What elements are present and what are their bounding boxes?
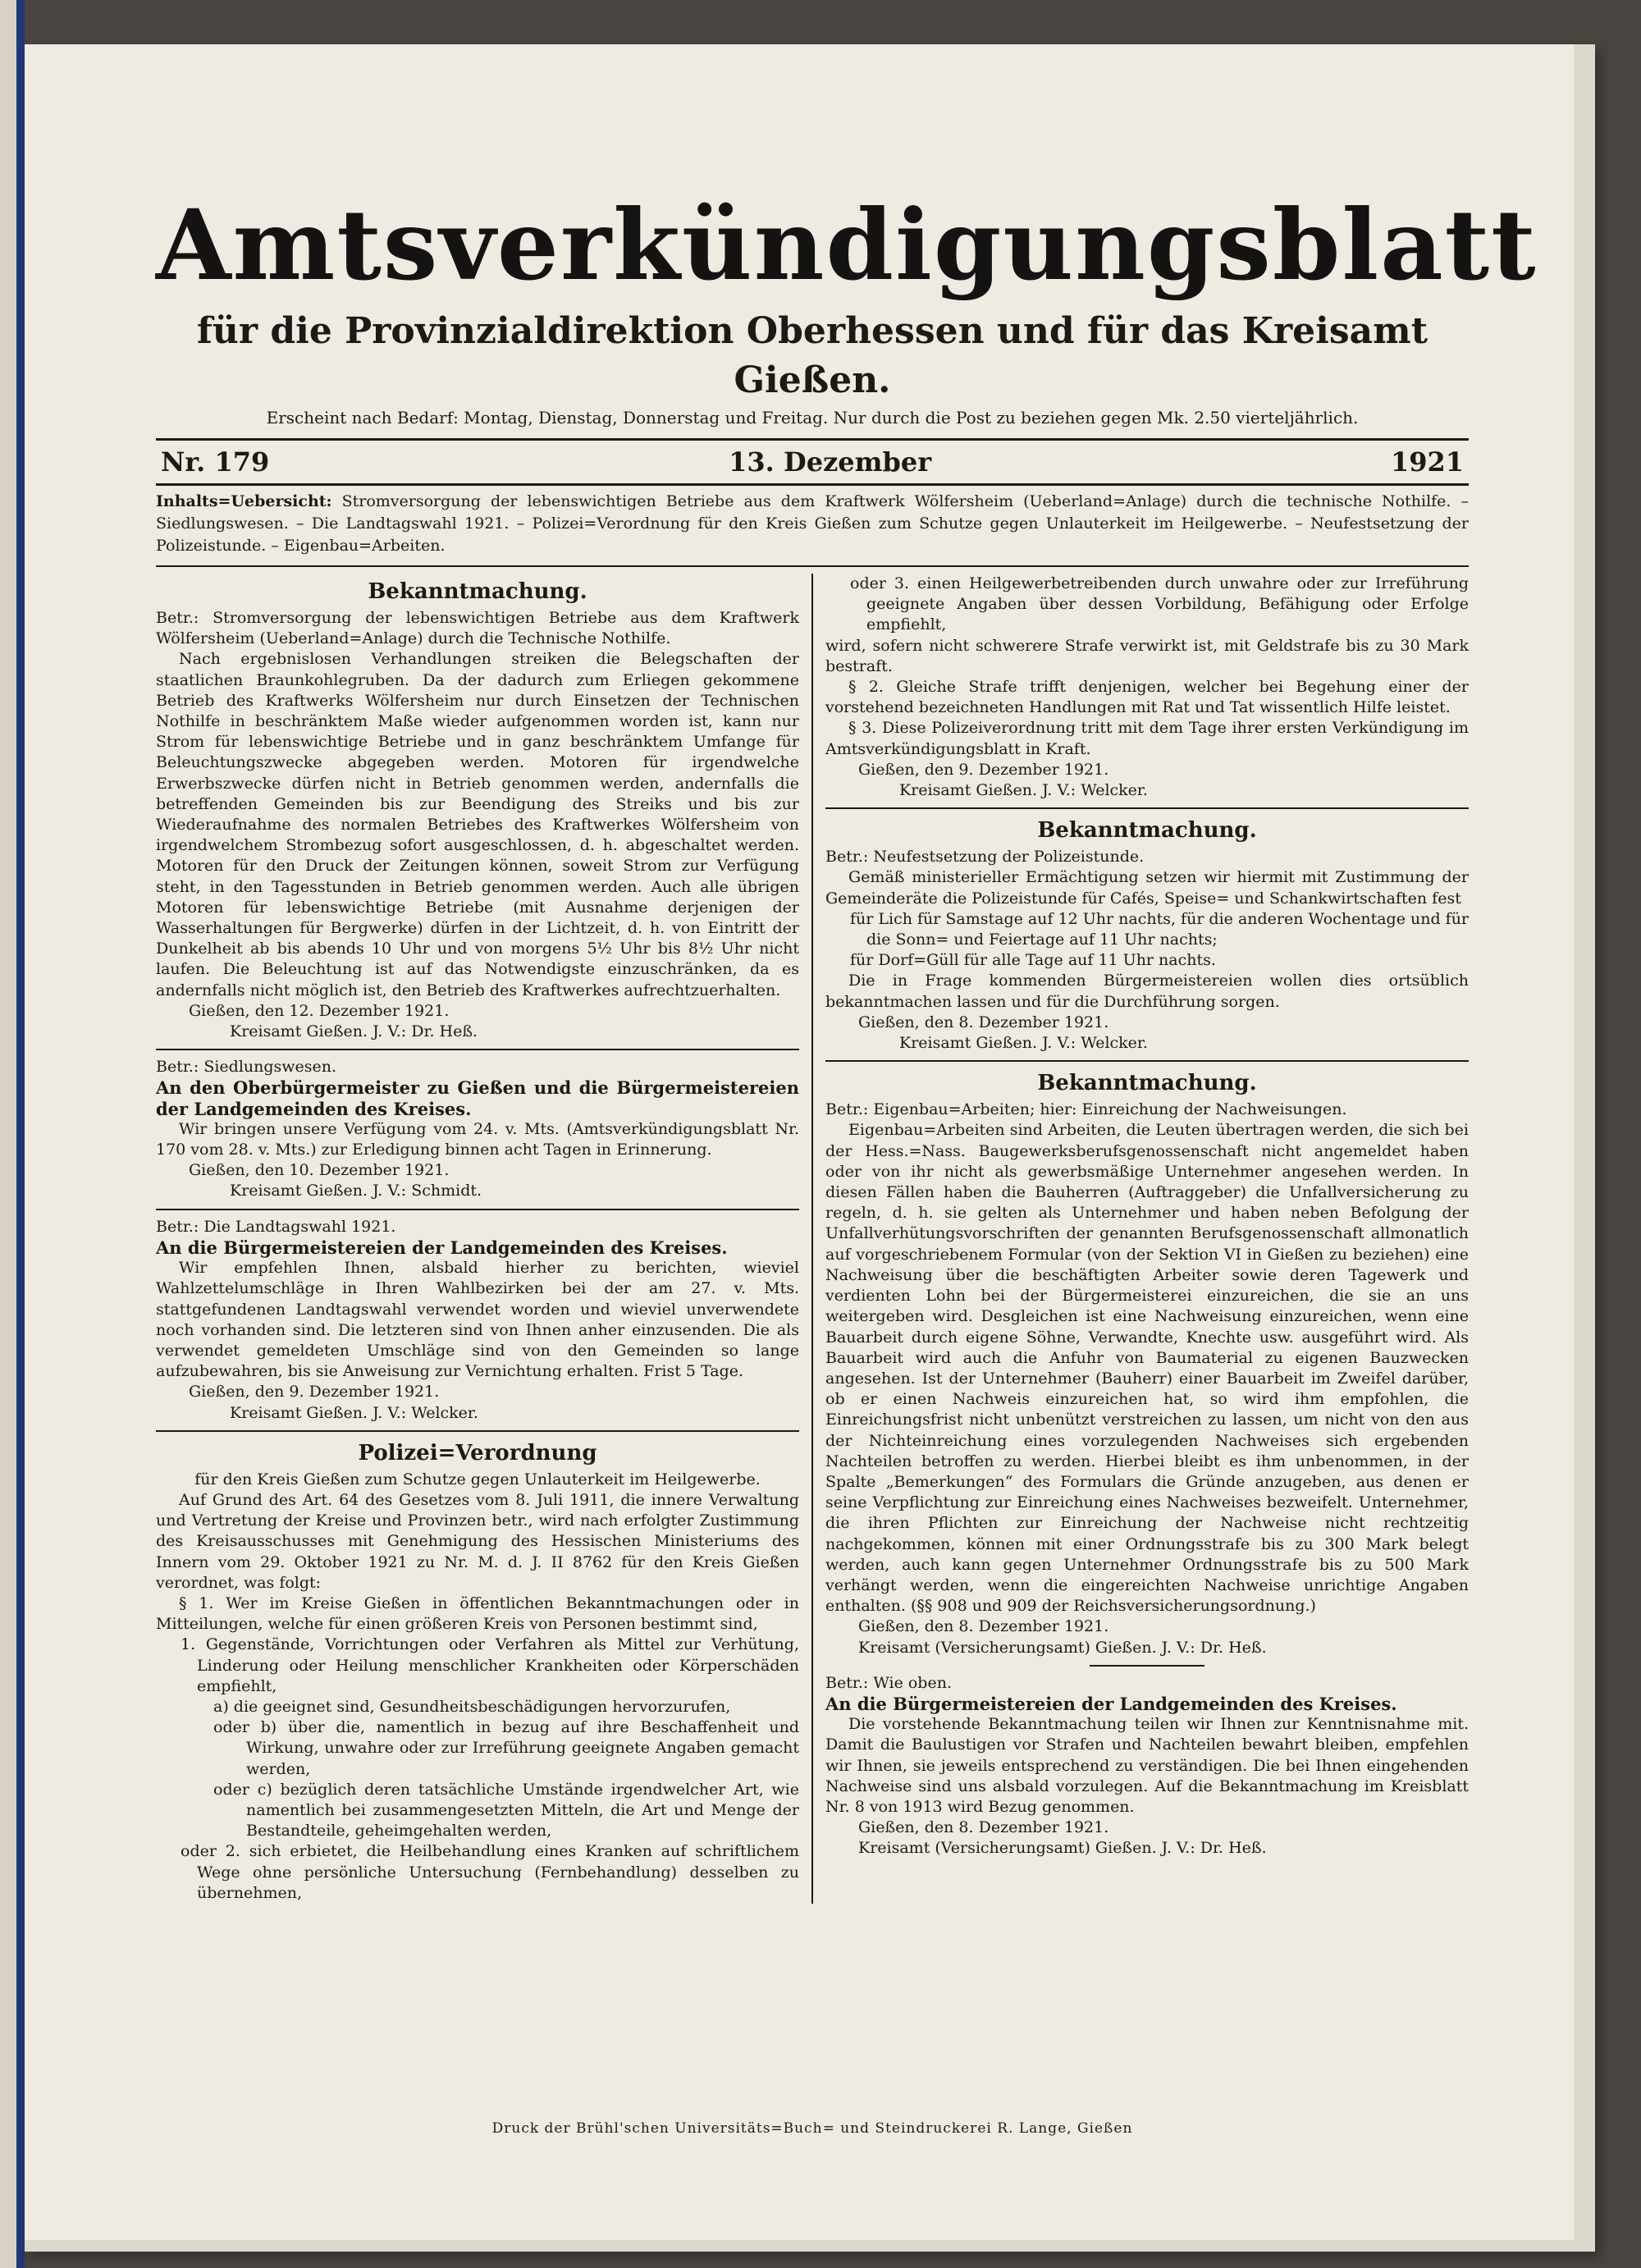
book-binding	[0, 0, 16, 2268]
article-subject: Betr.: Siedlungswesen.	[156, 1058, 337, 1077]
masthead-note: Erscheint nach Bedarf: Montag, Dienstag, Donnerstag und Freitag. Nur durch die Post zu beziehen gegen Mk. 2.50 vierteljährlich.	[266, 408, 1359, 428]
list-item: für Dorf=Güll für alle Tage auf 11 Uhr nachts.	[850, 951, 1216, 970]
article-signature: Kreisamt (Versicherungsamt) Gießen. J. V.: Dr. Heß.	[858, 1638, 1267, 1657]
article-body: Gemäß ministerieller Ermächtigung setzen wir hiermit mit Zustimmung der Gemeinderäte die Polizeistunde für Cafés, Speise= und Schankwirtschaften fest	[825, 868, 1469, 908]
list-item: für Lich für Samstage auf 12 Uhr nachts, für die anderen Wochentage und für die Sonn= und Feiertage auf 11 Uhr nachts;	[850, 909, 1470, 949]
divider	[156, 1209, 799, 1210]
short-divider	[1090, 1665, 1204, 1667]
article-subject: Betr.: Eigenbau=Arbeiten; hier: Einreichung der Nachweisungen.	[825, 1100, 1347, 1119]
paragraph-2: § 2. Gleiche Strafe trifft denjenigen, welcher bei Begehung einer der vorstehend bezeichneten Handlungen mit Rat und Tat wissentlich Hilfe leistet.	[825, 678, 1469, 717]
newspaper-page	[25, 44, 1595, 2252]
list-item: a) die geeignet sind, Gesundheitsbeschädigungen hervorzurufen,	[213, 1697, 731, 1716]
article-signature: Kreisamt (Versicherungsamt) Gießen. J. V.: Dr. Heß.	[858, 1839, 1267, 1858]
article-subheading: für den Kreis Gießen zum Schutze gegen Unlauterkeit im Heilgewerbe.	[194, 1470, 761, 1488]
article-polizeiverordnung-cont	[825, 574, 1469, 801]
divider	[156, 1430, 799, 1432]
toc-text: Stromversorgung der lebenswichtigen Betriebe aus dem Kraftwerk Wölfersheim (Ueberland=Anlage) durch die technische Nothilfe. – Siedlungswesen. – Die Landtagswahl 1921. – Polizei=Verordnung für den Kreis Gießen zum Schutze gegen Unlauterkeit im Heilgewerbe. – Neufestsetzung der Polizeistunde. – Eigenbau=Arbeiten.	[156, 492, 1469, 555]
article-body: wird, sofern nicht schwerere Strafe verwirkt ist, mit Geldstrafe bis zu 30 Mark bestraft.	[825, 636, 1469, 675]
divider	[825, 1060, 1469, 1062]
article-heading: Bekanntmachung.	[1037, 1071, 1257, 1096]
article-body-2: Die in Frage kommenden Bürgermeistereien wollen dies ortsüblich bekanntmachen lassen und für die Durchführung sorgen.	[825, 972, 1469, 1011]
article-signature: Kreisamt Gießen. J. V.: Schmidt.	[230, 1182, 482, 1200]
article-date: Gießen, den 9. Dezember 1921.	[858, 760, 1109, 779]
list-item: oder 2. sich erbietet, die Heilbehandlung eines Kranken auf schriftlichem Wege ohne persönliche Untersuchung (Fernbehandlung) desselben zu übernehmen,	[181, 1842, 799, 1902]
table-of-contents	[156, 486, 1469, 567]
paragraph-1: § 1. Wer im Kreise Gießen in öffentlichen Bekanntmachungen oder in Mitteilungen, welche für einen größeren Kreis von Personen bestimmt sind,	[156, 1594, 799, 1634]
article-heading: Bekanntmachung.	[1037, 818, 1257, 844]
article-stromversorgung	[156, 577, 799, 1042]
paragraph-3: § 3. Diese Polizeiverordnung tritt mit dem Tage ihrer ersten Verkündigung im Amtsverkündigungsblatt in Kraft.	[825, 719, 1469, 758]
page-content	[156, 184, 1538, 2170]
article-date: Gießen, den 9. Dezember 1921.	[189, 1383, 440, 1401]
article-body: Die vorstehende Bekanntmachung teilen wir Ihnen zur Kenntnisnahme mit. Damit die Baulustigen vor Strafen und Nachteilen bewahrt bleiben, empfehlen wir Ihnen, sie jeweils entsprechend zu verständigen. Die bei Ihnen eingehenden Nachweise sind uns alsbald vorzulegen. Auf die Bekanntmachung im Kreisblatt Nr. 8 von 1913 wird Bezug genommen.	[825, 1715, 1469, 1816]
divider	[825, 807, 1469, 809]
article-date: Gießen, den 10. Dezember 1921.	[189, 1161, 450, 1180]
article-signature: Kreisamt Gießen. J. V.: Welcker.	[899, 1034, 1148, 1053]
article-body: Nach ergebnislosen Verhandlungen streiken die Belegschaften der staatlichen Braunkohlegruben. Da der dadurch zum Erliegen gekommene Betrieb des Kraftwerks Wölfersheim nur durch Einsetzen der Technischen Nothilfe in beschränktem Maße wieder aufgenommen worden ist, kann nur Strom für lebenswichtige Betriebe und in ganz beschränktem Umfange für Beleuchtungszwecke abgegeben werden. Motoren für irgendwelche Erwerbszwecke dürfen nicht in Betrieb genommen werden, andernfalls die betreffenden Gemeinden bis zur Beendigung des Streiks und bis zur Wiederaufnahme des normalen Betriebes des Kraftwerkes Wölfersheim von irgendwelchem Strombezug sofort ausgeschlossen, d. h. abgeschaltet werden. Motoren für den Druck der Zeitungen können, soweit Strom zur Verfügung steht, in den Tagesstunden in Betrieb genommen werden. Auch alle übrigen Motoren für lebenswichtige Betriebe (mit Ausnahme derjenigen der Wasserhaltungen für Bergwerke) dürfen in der Lichtzeit, d. h. von Eintritt der Dunkelheit ab bis abends 10 Uhr und von morgens 5½ Uhr bis 8½ Uhr nicht laufen. Die Beleuchtung ist auf das Notwendigste einzuschränken, da es andernfalls nicht möglich ist, den Betrieb des Kraftwerkes aufrechtzuerhalten.	[156, 650, 799, 999]
list-item: 1. Gegenstände, Vorrichtungen oder Verfahren als Mittel zur Verhütung, Linderung oder Heilung menschlicher Krankheiten oder Körperschäden empfiehlt,	[181, 1635, 799, 1695]
divider	[156, 1049, 799, 1050]
columns	[156, 574, 1469, 1904]
article-subject: Betr.: Die Landtagswahl 1921.	[156, 1217, 396, 1236]
issue-line	[156, 438, 1469, 486]
article-eigenbau	[825, 1068, 1469, 1658]
masthead-title: Amtsverkündigungsblatt	[156, 188, 1538, 302]
column-rule	[811, 574, 813, 1904]
article-polizeistunde	[825, 816, 1469, 1054]
article-heading: Polizei=Verordnung	[358, 1440, 597, 1466]
article-date: Gießen, den 8. Dezember 1921.	[858, 1818, 1109, 1837]
article-subject: Betr.: Stromversorgung der lebenswichtigen Betriebe aus dem Kraftwerk Wölfersheim (Ueberland=Anlage) durch die Technische Nothilfe.	[156, 609, 799, 648]
article-landtagswahl	[156, 1217, 799, 1424]
article-polizeiverordnung	[156, 1438, 799, 1904]
article-siedlungswesen	[156, 1057, 799, 1201]
issue-number: Nr. 179	[161, 446, 270, 478]
article-subject: Betr.: Wie oben.	[825, 1673, 952, 1692]
article-addressee: An die Bürgermeistereien der Landgemeinden des Kreises.	[825, 1693, 1397, 1714]
right-column	[825, 574, 1469, 1904]
article-date: Gießen, den 8. Dezember 1921.	[858, 1617, 1109, 1636]
printer-imprint: Druck der Brühl'schen Universitäts=Buch= und Steindruckerei R. Lange, Gießen	[491, 2120, 1133, 2137]
article-addressee: An die Bürgermeistereien der Landgemeinden des Kreises.	[156, 1237, 728, 1258]
article-body: Auf Grund des Art. 64 des Gesetzes vom 8. Juli 1911, die innere Verwaltung und Vertretung der Kreise und Provinzen betr., wird nach erfolgter Zustimmung des Kreisausschusses mit Genehmigung des Hessischen Ministeriums des Innern vom 29. Oktober 1921 zu Nr. M. d. J. II 8762 für den Kreis Gießen verordnet, was folgt:	[156, 1490, 799, 1592]
masthead-subtitle: für die Provinzialdirektion Oberhessen und für das Kreisamt Gießen.	[196, 310, 1428, 401]
article-body: Wir bringen unsere Verfügung vom 24. v. Mts. (Amtsverkündigungsblatt Nr. 170 vom 28. v. Mts.) zur Erledigung binnen acht Tagen in Erinnerung.	[156, 1119, 799, 1159]
toc-label: Inhalts=Uebersicht:	[156, 492, 332, 510]
article-date: Gießen, den 8. Dezember 1921.	[858, 1013, 1109, 1031]
article-body: Eigenbau=Arbeiten sind Arbeiten, die Leuten übertragen werden, die sich bei der Hess.=Nass. Baugewerksberufsgenossenschaft nicht angemeldet haben oder von ihr nicht als gewerbsmäßige Unternehmer angesehen werden. In diesen Fällen haben die Bauherren (Auftraggeber) die Unfallversicherung zu regeln, d. h. sie gelten als Unternehmer und haben neben Befolgung der Unfallverhütungsvorschriften der genannten Berufsgenossenschaft allmonatlich auf vorgeschriebenem Formular (von der Sektion VI in Gießen zu beziehen) eine Nachweisung über die beschäftigten Arbeiter sowie deren Tagewerk und verdienten Lohn bei der Bürgermeisterei einzureichen, die sie an uns weitergeben wird. Desgleichen ist eine Nachweisung einzureichen, wenn eine Bauarbeit durch eigene Söhne, Verwandte, Knechte usw. ausgeführt wird. Als Bauarbeit wird auch die Anfuhr von Baumaterial zu eigenen Bauzwecken angesehen. Ist der Unternehmer (Bauherr) einer Bauarbeit im Zweifel darüber, ob er einen Nachweis einzureichen hat, so wird ihm empfohlen, die Einreichungsfrist nicht unbenützt verstreichen zu lassen, um nicht von den aus der Nichteinreichung eines vorzulegenden Nachweises sich ergebenden Nachteilen betroffen zu werden. Hierbei bleibt es ihm unbenommen, in der Spalte „Bemerkungen“ des Formulars die Gründe anzugeben, aus denen er seine Verpflichtung zur Einreichung eines Nachweises bezweifelt. Unternehmer, die ihren Pflichten zur Einreichung der Nachweise nicht rechtzeitig nachgekommen, können mit einer Ordnungsstrafe bis zu 300 Mark belegt werden, auch kann gegen Unternehmer Ordnungsstrafe bis zu 500 Mark verhängt werden, wenn die eingereichten Nachweise unrichtige Angaben enthalten. (§§ 908 und 909 der Reichsversicherungsordnung.)	[825, 1121, 1469, 1616]
left-column	[156, 574, 799, 1904]
issue-year: 1921	[1390, 446, 1464, 478]
issue-date: 13. Dezember	[729, 446, 932, 478]
article-addressee: An den Oberbürgermeister zu Gießen und die Bürgermeistereien der Landgemeinden des Kreises.	[156, 1077, 799, 1119]
binding-edge	[16, 0, 25, 2268]
article-wie-oben	[825, 1673, 1469, 1859]
list-item: oder b) über die, namentlich in bezug auf ihre Beschaffenheit und Wirkung, unwahre oder zur Irreführung geeignete Angaben gemacht werden,	[213, 1718, 799, 1778]
article-signature: Kreisamt Gießen. J. V.: Welcker.	[899, 781, 1148, 800]
article-signature: Kreisamt Gießen. J. V.: Dr. Heß.	[230, 1022, 478, 1041]
article-subject: Betr.: Neufestsetzung der Polizeistunde.	[825, 848, 1145, 867]
list-item: oder 3. einen Heilgewerbetreibenden durch unwahre oder zur Irreführung geeignete Angaben über dessen Vorbildung, Befähigung oder Erfolge empfiehlt,	[850, 574, 1469, 634]
article-signature: Kreisamt Gießen. J. V.: Welcker.	[230, 1403, 478, 1422]
article-body: Wir empfehlen Ihnen, alsbald hierher zu berichten, wieviel Wahlzettelumschläge in Ihren Wahlbezirken bei der am 27. v. Mts. stattgefundenen Landtagswahl verwendet worden und wieviel unverwendete noch vorhanden sind. Die letzteren sind von Ihnen anher einzusenden. Die als verwendet gemeldeten Umschläge sind von den Gemeinden so lange aufzubewahren, bis sie Anweisung zur Vernichtung erhalten. Frist 5 Tage.	[156, 1259, 799, 1381]
list-item: oder c) bezüglich deren tatsächliche Umstände irgendwelcher Art, wie namentlich bei zusammengesetzten Mitteln, die Art und Menge der Bestandteile, geheimgehalten werden,	[213, 1780, 799, 1840]
article-heading: Bekanntmachung.	[368, 579, 587, 604]
article-date: Gießen, den 12. Dezember 1921.	[189, 1001, 450, 1020]
